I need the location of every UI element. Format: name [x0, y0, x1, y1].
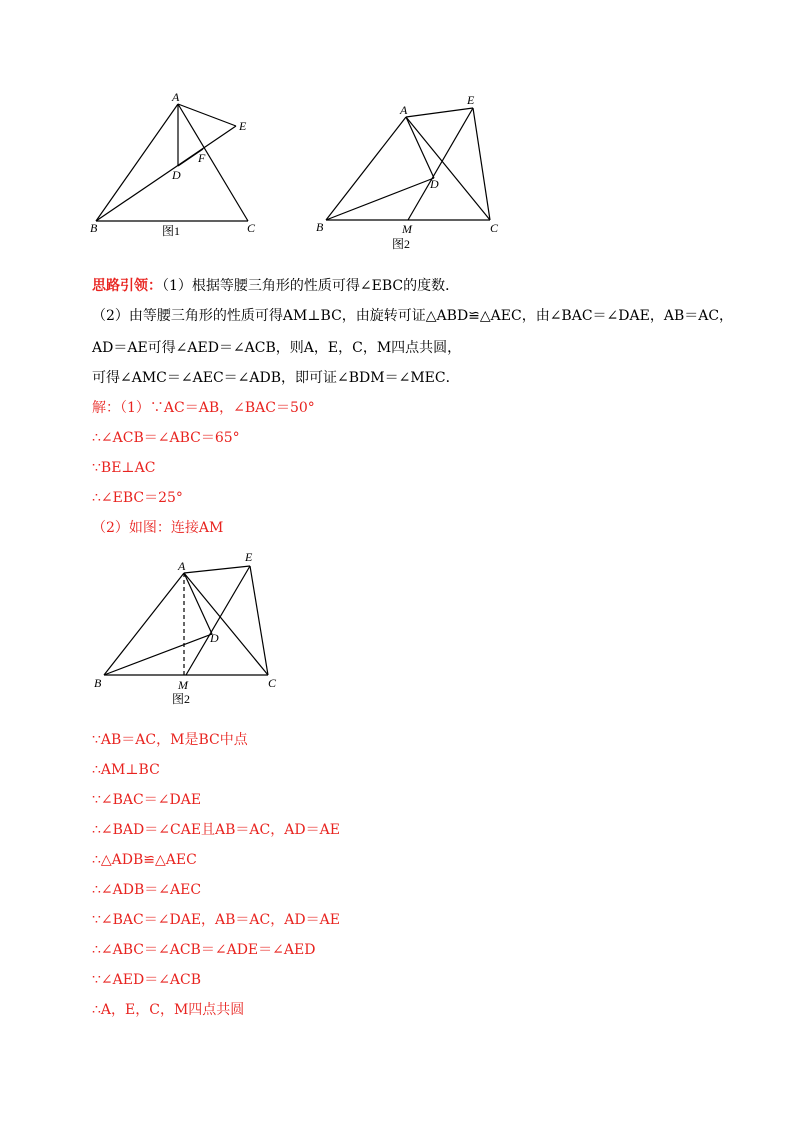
- hint-line-3: AD＝AE可得∠AED＝∠ACB，则A，E，C，M四点共圆，: [92, 340, 462, 356]
- hint-label: 思路引领：: [92, 278, 162, 294]
- fig1-label-c: C: [247, 221, 256, 235]
- proof-line-1: ∵AB＝AC，M是BC中点: [92, 732, 248, 748]
- fig1-label-e: E: [239, 119, 247, 133]
- fig1-label-a: A: [172, 90, 180, 104]
- proof-line-5: ∴△ADB≌△AEC: [92, 852, 197, 868]
- proof-line-9: ∵∠AED＝∠ACB: [92, 972, 202, 988]
- fig3-label-e: E: [245, 550, 253, 564]
- proof-line-3: ∵∠BAC＝∠DAE: [92, 792, 202, 808]
- fig2-label-a: A: [400, 103, 408, 117]
- proof-line-10: ∴A，E，C，M四点共圆: [92, 1002, 245, 1018]
- fig1-label-f: F: [198, 151, 206, 165]
- hint-text-1: （1）根据等腰三角形的性质可得∠EBC的度数．: [162, 278, 460, 294]
- solution-line-4: ∴∠EBC＝25°: [92, 490, 183, 506]
- fig2-label-c: C: [490, 221, 499, 235]
- fig3-caption: 图2: [172, 692, 191, 706]
- fig2-label-b: B: [316, 220, 324, 234]
- fig1-label-d: D: [172, 168, 181, 182]
- solution-line-1: 解：（1）∵AC＝AB，∠BAC＝50°: [92, 400, 315, 416]
- fig2-label-e: E: [467, 93, 475, 107]
- fig2-label-d: D: [430, 177, 439, 191]
- fig3-label-m: M: [178, 678, 188, 692]
- proof-line-4: ∴∠BAD＝∠CAE且AB＝AC，AD＝AE: [92, 822, 340, 838]
- fig2-label-m: M: [402, 222, 412, 236]
- hint-line-4: 可得∠AMC＝∠AEC＝∠ADB，即可证∠BDM＝∠MEC．: [92, 370, 460, 386]
- proof-line-7: ∵∠BAC＝∠DAE，AB＝AC，AD＝AE: [92, 912, 340, 928]
- fig1-caption: 图1: [162, 224, 181, 238]
- fig1-label-b: B: [90, 221, 98, 235]
- proof-line-6: ∴∠ADB＝∠AEC: [92, 882, 202, 898]
- fig3-label-a: A: [178, 559, 186, 573]
- fig3-label-d: D: [210, 631, 219, 645]
- solution-line-2: ∴∠ACB＝∠ABC＝65°: [92, 430, 240, 446]
- fig3-label-b: B: [94, 676, 102, 690]
- solution-line-3: ∵BE⊥AC: [92, 460, 156, 476]
- proof-line-8: ∴∠ABC＝∠ACB＝∠ADE＝∠AED: [92, 942, 316, 958]
- solution-part2-intro: （2）如图：连接AM: [92, 520, 224, 536]
- fig2-caption: 图2: [392, 237, 411, 251]
- fig3-label-c: C: [268, 676, 277, 690]
- proof-line-2: ∴AM⊥BC: [92, 762, 160, 778]
- hint-line-2: （2）由等腰三角形的性质可得AM⊥BC，由旋转可证△ABD≌△AEC，由∠BAC＝∠DAE，AB＝AC，: [92, 308, 734, 324]
